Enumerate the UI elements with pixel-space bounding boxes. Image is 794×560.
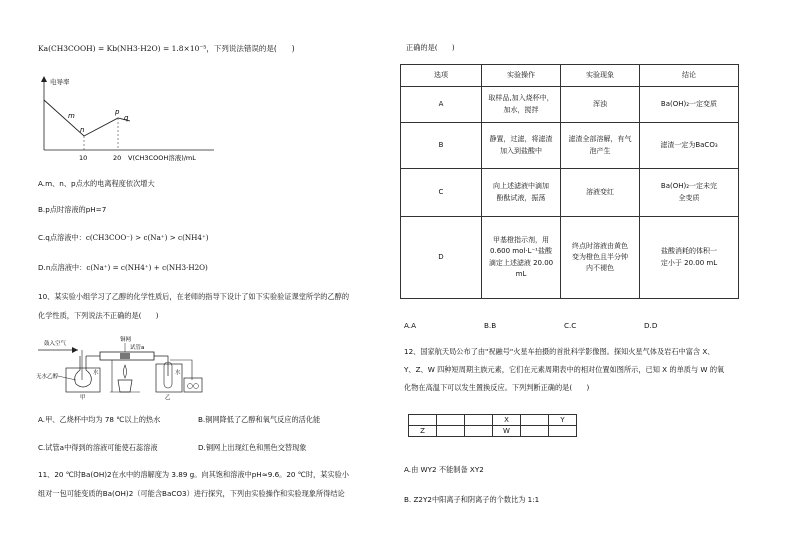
graph-ylabel: 电导率 (50, 78, 70, 86)
grid-cell (437, 415, 465, 426)
point-p-label: p (115, 108, 120, 116)
q9-option-d-prefix: D.n点溶液中： (38, 263, 87, 272)
header-operation: 实验操作 (482, 65, 561, 87)
grid-cell (521, 415, 549, 426)
cell-line: 滤渣一定为BaCO₃ (660, 140, 718, 149)
grid-row-1 (409, 415, 577, 426)
q11-stem-line2: 组对一包可能变质的Ba(OH)2（可能含BaCO3）进行探究，下列由实验操作和实验现象所得结论 (38, 489, 345, 498)
q10-stem-line2: 化学性质，下列说法不正确的是( ) (38, 311, 159, 320)
cell-line: 全变质 (678, 193, 700, 202)
periodic-table-grid (408, 414, 577, 437)
tick-20-label: 20 (113, 154, 122, 162)
point-m-label: m (68, 112, 75, 120)
q12-option-a: A.由 WY2 不能制备 XY2 (404, 465, 484, 474)
q9-option-d-formula: c(Na⁺) = c(NH4⁺) + c(NH3·H2O) (86, 263, 208, 272)
grid-cell (465, 415, 493, 426)
table-row (401, 87, 739, 123)
grid-cell (465, 426, 493, 437)
row-c-phenomenon (561, 169, 640, 217)
grid-row-2 (409, 426, 577, 437)
cell-line: 酚酞试液，振荡 (496, 193, 546, 202)
row-d-conclusion (640, 217, 739, 299)
cell-line: 溶液变红 (586, 187, 614, 196)
conductivity-graph (34, 74, 224, 166)
q9-option-b: B.p点时溶液的pH=7 (38, 205, 107, 214)
row-c-option: C (401, 169, 482, 217)
conductivity-curve (44, 100, 130, 136)
table-row (401, 217, 739, 299)
header-phenomenon: 实验现象 (561, 65, 640, 87)
row-b-conclusion (640, 123, 739, 169)
q9-option-a: A.m、n、p点水的电离程度依次增大 (38, 179, 155, 188)
cell-line: 加入到盐酸中 (500, 146, 542, 155)
q10-option-b: B.铜网降低了乙醇和氧气反应的活化能 (198, 415, 321, 424)
q11-stem-continuation: 正确的是( ) (406, 43, 455, 52)
outlet-tube (170, 360, 192, 380)
q11-stem-line1: 11、20 ℃时Ba(OH)2在水中的溶解度为 3.89 g。向其饱和溶液中pH≈9.6。20 ℃时，某实验小 (38, 470, 349, 479)
air-inlet-arrow (72, 347, 78, 353)
air-in-label: 鼓入空气 (44, 341, 67, 347)
flame (124, 365, 127, 378)
cell-line: Ba(OH)₂一定未完 (660, 182, 718, 191)
grid-cell (409, 415, 437, 426)
graph-y-axis-arrow (41, 76, 47, 82)
test-tube-a-label: 试管a (130, 345, 145, 351)
cell-line: 终点时溶液由黄色 (572, 241, 628, 250)
row-a-option: A (401, 87, 482, 123)
cell-line: 滤渣全部溶解，有气 (568, 135, 632, 144)
cell-line: 甲基橙指示剂，用 (493, 236, 549, 245)
q12-stem-line2: Y、Z、W 四种短周期主族元素，它们在元素周期表中的相对位置如图所示，已知 X 的单质与 W 的氧 (404, 365, 725, 374)
tick-10-label: 10 (79, 154, 88, 162)
copper-mesh (120, 353, 130, 359)
label-yi: 乙 (165, 395, 171, 400)
equilibrium-constants: Ka(CH3COOH) = Kb(NH3·H2O) = 1.8×10⁻⁵ (38, 44, 207, 53)
row-b-operation (482, 123, 561, 169)
q11-answer-d: D.D (644, 321, 658, 330)
q9-option-c-formula: c(CH3COO⁻) > c(Na⁺) > c(NH4⁺) (85, 233, 209, 242)
q9-option-c (38, 234, 209, 243)
copper-mesh-label: 铜网 (120, 337, 132, 343)
cell-line: Ba(OH)₂一定变质 (660, 99, 718, 108)
alcohol-burner (118, 380, 132, 392)
cell-line: 内不褪色 (586, 264, 614, 273)
label-jia: 甲 (80, 395, 86, 400)
row-d-option: D (401, 217, 482, 299)
point-n-label: n (80, 126, 85, 134)
ethanol-oxidation-apparatus (36, 334, 206, 400)
q9-option-d (38, 264, 208, 273)
cell-line: 向上述滤液中滴加 (493, 182, 549, 191)
table-row (401, 123, 739, 169)
point-q-label: q (124, 114, 129, 122)
table-row (401, 169, 739, 217)
row-c-conclusion (640, 169, 739, 217)
question-9-stem (38, 44, 295, 53)
cell-line: 浑浊 (593, 99, 607, 108)
water-label-yi: 水 (175, 370, 181, 376)
q10-option-a: A.甲、乙烧杯中均为 78 ℃以上的热水 (38, 415, 161, 424)
row-b-phenomenon (561, 123, 640, 169)
cell-line: 滴定上述滤液 20.00 (488, 258, 554, 267)
header-conclusion: 结论 (640, 65, 739, 87)
cell-line: 定小于 20.00 mL (660, 258, 718, 267)
cell-line: 变为橙色且半分钟 (572, 252, 628, 261)
header-option: 选项 (401, 65, 482, 87)
q11-answer-c: C.C (564, 321, 577, 330)
cell-line: 取样品,加入烧杯中， (488, 94, 554, 103)
q11-answer-a: A.A (404, 321, 416, 330)
q10-stem-line1: 10、某实验小组学习了乙醇的化学性质后，在老师的指导下设计了如下实验验证课堂所学的乙醇的 (38, 292, 350, 301)
q11-answer-b: B.B (484, 321, 497, 330)
row-a-phenomenon (561, 87, 640, 123)
ethanol-label: 无水乙醇 (36, 374, 59, 380)
row-b-option: B (401, 123, 482, 169)
grid-cell (437, 426, 465, 437)
table-header-row (401, 65, 739, 87)
cell-line: 泡产生 (589, 146, 611, 155)
grid-cell-x: X (493, 415, 521, 426)
row-d-phenomenon (561, 217, 640, 299)
grid-cell (549, 426, 577, 437)
experiment-table (400, 64, 739, 299)
question-9-prompt: ，下列说法错误的是( ) (206, 44, 295, 53)
cell-line: 静置，过滤，将滤渣 (489, 135, 553, 144)
cell-line: 0.600 mol·L⁻¹盐酸 (490, 247, 552, 256)
cell-line: 加水，搅拌 (503, 105, 539, 114)
grid-cell-y: Y (549, 415, 577, 426)
grid-cell (521, 426, 549, 437)
water-label-jia: 水 (93, 370, 99, 376)
cell-line: 盐酸消耗的体积一 (661, 247, 717, 256)
q9-option-c-prefix: C.q点溶液中： (38, 233, 86, 242)
grid-cell-z: Z (409, 426, 437, 437)
grid-cell-w: W (493, 426, 521, 437)
row-d-operation (482, 217, 561, 299)
q12-option-b: B. Z2Y2中阳离子和阴离子的个数比为 1:1 (404, 495, 540, 504)
q10-option-c: C.试管a中得到的溶液可能使石蕊溶液 (38, 443, 158, 452)
q12-stem-line1: 12、国家航天局公布了由"祝融号"火星车拍摄的首批科学影像图。探知火星气体及岩石中富含 X、 (404, 347, 715, 356)
graph-xlabel: V(CH3COOH溶液)/mL (128, 154, 196, 162)
q12-stem-line3: 化物在高温下可以发生置换反应。下列判断正确的是( ) (404, 383, 590, 392)
q10-option-d: D.铜网上出现红色和黑色交替现象 (198, 443, 307, 452)
row-a-operation (482, 87, 561, 123)
row-a-conclusion (640, 87, 739, 123)
row-c-operation (482, 169, 561, 217)
collector-beaker (184, 378, 202, 392)
cell-line: mL (515, 269, 527, 278)
flask-jia (75, 356, 92, 387)
